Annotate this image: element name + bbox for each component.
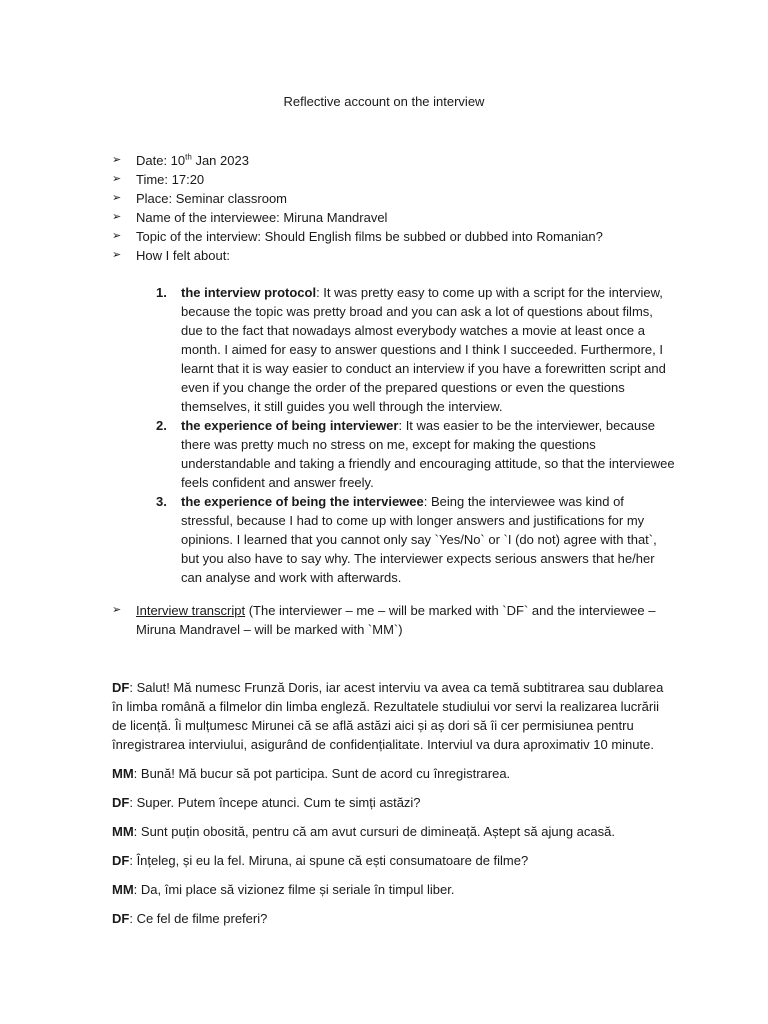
speaker-tag: DF: [112, 680, 130, 695]
bullet-time: [112, 170, 672, 189]
speaker-tag: MM: [112, 882, 134, 897]
dialog-text: : Sunt puțin obosită, pentru că am avut cursuri de dimineață. Aștept să ajung acasă.: [133, 824, 615, 839]
feeling-label: the experience of being interviewer: [181, 418, 399, 433]
speaker-tag: DF: [112, 911, 130, 926]
dialog-text: : Super. Putem începe atunci. Cum te simți astăzi?: [129, 795, 421, 810]
feeling-label: the experience of being the interviewee: [181, 494, 424, 509]
transcript-label: Interview transcript: [136, 603, 246, 618]
bullet-interviewee: [112, 208, 672, 227]
item-number: 1.: [156, 285, 167, 300]
dialog-line: [112, 764, 668, 783]
interviewee-text: Name of the interviewee: Miruna Mandravel: [136, 210, 388, 225]
felt-text: How I felt about:: [136, 248, 230, 263]
dialog-line: [112, 793, 668, 812]
bullet-felt: [112, 246, 672, 265]
dialog-text: : Înțeleg, și eu la fel. Miruna, ai spune că ești consumatoare de filme?: [129, 853, 529, 868]
dialog-line: [112, 678, 668, 754]
dialog-text: : Bună! Mă bucur să pot participa. Sunt de acord cu înregistrarea.: [133, 766, 511, 781]
speaker-tag: DF: [112, 795, 130, 810]
info-bullet-list: [112, 151, 672, 265]
topic-text: Topic of the interview: Should English films be subbed or dubbed into Romanian?: [136, 229, 603, 244]
interview-dialog: [112, 678, 668, 938]
dialog-text: : Salut! Mă numesc Frunză Doris, iar acest interviu va avea ca temă subtitrarea sau dublarea în limba română a filmelor din limba engleză. Rezultatele studiului vor servi la realizarea lucrării de licență. Îi mulțumesc Mirunei că se află astăzi aici și aș dori să îi cer permisiunea pentru înregistrarea interviului, asigurând de confidențialitate. Interviul va dura aproximativ 10 minute.: [112, 680, 664, 752]
document-title: Reflective account on the interview: [283, 94, 485, 109]
bullet-topic: [112, 227, 672, 246]
place-text: Place: Seminar classroom: [136, 191, 287, 206]
arrowhead-bullet-icon: ➢: [112, 154, 122, 166]
arrowhead-bullet-icon: ➢: [112, 211, 122, 223]
bullet-date: [112, 151, 672, 170]
arrowhead-bullet-icon: ➢: [112, 249, 122, 261]
dialog-line: [112, 822, 668, 841]
feeling-item-interviewee: [156, 492, 676, 587]
feeling-text: : Being the interviewee was kind of stressful, because I had to come up with longer answers and justifications for my opinions. I learned that you cannot only say `Yes/No` or `I (do not) agree with that`, but you also have to say why. The interviewer expects serious answers that he/her can analyse and work with afterwards.: [181, 494, 657, 585]
item-number: 2.: [156, 418, 167, 433]
date-month-year: Jan 2023: [191, 153, 249, 168]
time-text: Time: 17:20: [136, 172, 205, 187]
feeling-item-protocol: [156, 283, 676, 416]
arrowhead-bullet-icon: ➢: [112, 173, 122, 185]
dialog-line: [112, 851, 668, 870]
transcript-heading: [112, 601, 696, 639]
arrowhead-bullet-icon: ➢: [112, 230, 122, 242]
dialog-text: : Da, îmi place să vizionez filme și seriale în timpul liber.: [133, 882, 455, 897]
dialog-text: : Ce fel de filme preferi?: [129, 911, 268, 926]
feeling-text: : It was pretty easy to come up with a script for the interview, because the topic was pretty broad and you can ask a lot of questions about films, due to the fact that nowadays almost everybody watches a movie at least once a month. I aimed for easy to answer questions and I think I succeeded. Furthermore, I learnt that it is way easier to conduct an interview if you have a forewritten script and even if you change the order of the prepared questions or even the questions themselves, it still guides you well through the interview.: [181, 285, 666, 414]
feeling-label: the interview protocol: [181, 285, 317, 300]
feeling-text: : It was easier to be the interviewer, because there was pretty much no stress on me, except for making the questions understandable and taking a friendly and encouraging attitude, so that the interviewee feels confident and answer freely.: [181, 418, 675, 490]
feeling-item-interviewer: [156, 416, 676, 492]
arrowhead-bullet-icon: ➢: [112, 604, 122, 616]
item-number: 3.: [156, 494, 167, 509]
dialog-line: [112, 909, 668, 928]
speaker-tag: DF: [112, 853, 130, 868]
speaker-tag: MM: [112, 824, 134, 839]
bullet-place: [112, 189, 672, 208]
date-text: Date: 10: [136, 153, 186, 168]
speaker-tag: MM: [112, 766, 134, 781]
date-ordinal: th: [185, 152, 192, 162]
dialog-line: [112, 880, 668, 899]
feelings-numbered-list: [156, 283, 676, 587]
transcript-note: (The interviewer – me – will be marked with `DF` and the interviewee – Miruna Mandravel – will be marked with `MM`): [136, 603, 656, 637]
arrowhead-bullet-icon: ➢: [112, 192, 122, 204]
